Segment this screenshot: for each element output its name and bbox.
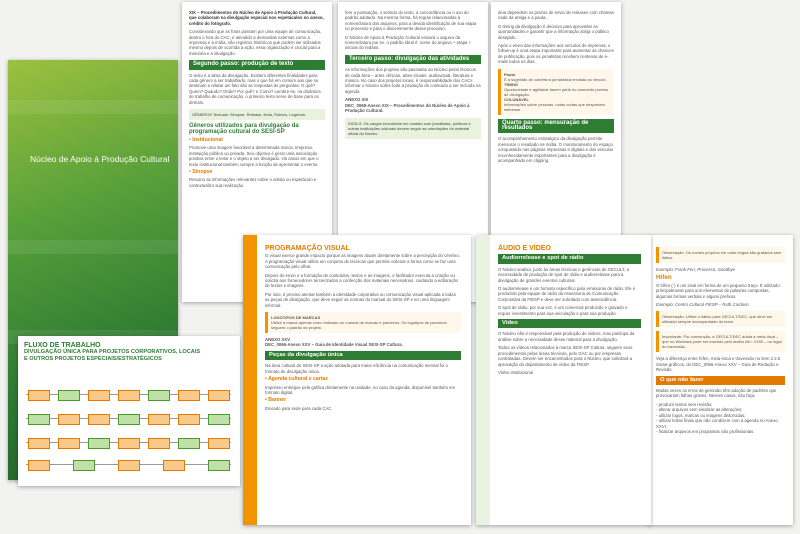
info-box (265, 312, 461, 333)
flow-box (208, 460, 230, 471)
important-box: Importante: Por convenção, a GECULT/DEC adota a meia-risca – que no Windows pode ser inserido pelo atalho Alt + 0150 – no lugar do travessão. (656, 331, 785, 352)
info-box-title: LOGOTIPOS DE MARCAS (271, 315, 321, 321)
cover-stripe (8, 240, 178, 254)
section-header: O que não fazer (656, 376, 785, 385)
flow-box (28, 438, 50, 449)
paragraph: Por isso, é preciso atentar também à identidade corporativa ou comunicação visual aplicada a todas as peças de divulgação, que deve seguir as normas do manual do SESI-SP e ter uma linguagem informal. (265, 291, 456, 308)
paragraph: Veja a diferença entre hífen, meia-risca e travessão no item 2.2.6 Sinais gráficos, do DEC_0066-Anexo XXV – Guia de Redação e Revisão. (656, 356, 781, 373)
flow-box (28, 414, 50, 425)
list-item: - produzir textos sem revisão; (656, 401, 713, 407)
section-header: Peças da divulgação única (265, 351, 461, 360)
flow-box (208, 414, 230, 425)
flow-box (88, 390, 110, 401)
subheading: Gêneros utilizados para divulgação da programação cultural do SESI-SP (189, 123, 299, 135)
flow-box (208, 390, 230, 401)
paragraph: O texto é a alma da divulgação. Existem diferentes finalidades para cada gênero a ser trabalhado, mas o que há em comum aos que se destinam a relatar um fato são as respostas às perguntas: O quê? Quem? Quando? Onde? Por quê? e Como? Lembre-se, na dinâmica de trabalho de comunicação, o primeiro texto serve de base para os demais. (189, 72, 321, 105)
paragraph: Todos os vídeos relacionados à marca SESI-SP Cultura, seguem seus procedimentos pelas áreas técnicas, pelo GAC ou por empresas contratadas. Devem ser encaminhados para o Núcleo, que solicitará a aprovação do departamento de vídeo da FIESP. (498, 345, 633, 367)
paragraph: O hífen (-) é um sinal em forma de um pequeno traço. É utilizado principalmente para unir elementos de palavras compostas, algumas formas verbais e alguns prefixos. (656, 282, 780, 299)
cover-department: Núcleo de Apoio à Produção Cultural (30, 154, 170, 164)
paragraph: Impresso entregue pela gráfica diretamente na unidade, no caso da agenda, disponível também em formato digital. (265, 384, 456, 395)
section-tab (476, 235, 490, 525)
paragraph: fere a pontuação, o sentido do texto, a concordância ou o uso do padrão adotado. Na mesma forma, há regras relacionadas à nomenclatura dos arquivos, para a devida identificação de sua etapa no processo e para o discernimento desse processo. (345, 10, 477, 32)
workflow-subheading-1: DIVULGAÇÃO ÚNICA PARA PROJETOS CORPORATIVOS, LOCAIS (24, 349, 201, 355)
workflow-heading: FLUXO DE TRABALHO (24, 342, 101, 349)
glossary-box (498, 69, 614, 115)
glossary-definition: Oportunidade e agilidade fazem parte do momento preciso de divulgação. (504, 86, 609, 97)
list-item: - alterar arquivos sem sinalizar as alterações; (656, 407, 743, 413)
guide-page-hyphen (648, 235, 793, 525)
bullet-heading: • Sinopse (189, 168, 213, 175)
paragraph: O timing da divulgação é decisivo para aproveitar as oportunidades e garantir que a informação atinja o público desejado. (498, 23, 609, 40)
observation-box: Observação: Os nomes próprios em outra língua são grafados sem itálico. (656, 247, 785, 263)
section-tab (243, 235, 257, 525)
flow-box (148, 438, 170, 449)
workflow-subheading-2: E OUTROS PROJETOS ESPECIAIS/ESTRATÉGICOS (24, 355, 162, 362)
flow-box (178, 414, 200, 425)
subheading: Hífen (656, 274, 672, 282)
flow-box (118, 460, 140, 471)
flow-box (208, 438, 230, 449)
flow-box (58, 390, 80, 401)
list-item: - utilizar letras finais que não condizem com a agenda no Anexo XXVI. (656, 418, 778, 429)
glossary-term: TIMING (504, 81, 518, 87)
flow-box (178, 438, 200, 449)
paragraph: O acompanhamento estratégico da divulgação permite mensurar o resultado na mídia. O monitoramento do espaço conquistado nas páginas impressas e digitais e dos veículos reconhecidamente importantes para a divulgação é acompanhado em clipping. (498, 136, 614, 164)
annex-caption: ANEXO XIX (345, 97, 369, 103)
flow-box (58, 438, 80, 449)
glossary-term: Pauta (504, 71, 515, 77)
flow-box (148, 414, 170, 425)
bullet-heading: • Institucional (189, 136, 223, 143)
flow-box (118, 390, 140, 401)
flow-box (118, 438, 140, 449)
flow-box (73, 460, 95, 471)
paragraph: Na área cultural do SESI-SP a ação adotada para maior eficiência na comunicação mensal foi o formato de divulgação única. (265, 363, 448, 374)
example-caption: Exemplo: Frank Ferr, Processo, Goodbye (656, 267, 736, 272)
flow-box (178, 390, 200, 401)
paragraph: O spot de rádio, por sua vez, é um comercial produzido e gravado e requer investimento para sua veiculação e para sua produção. (498, 305, 628, 316)
photo-caption: XIX – Procedimentos do Núcleo de Apoio à Produção Cultural, que colaboram na divulgação especial nos espetáculos no anexo, crédito do fotógrafo. (189, 10, 324, 26)
paragraph: O Núcleo não é responsável pela produção de vídeos, mas participa da análise sobre a necessidade desse material para a divulgação. (498, 331, 635, 342)
flow-box (28, 390, 50, 401)
info-box: GÊNEROS Textuais: Sinopse, Release, Nota, Roteiro, Legenda. (189, 109, 325, 120)
flow-box (88, 438, 110, 449)
list-item: - utilizar logos, marcas ou imagens distorcidas; (656, 412, 746, 418)
annex-caption-detail: DEC_0068-Anexo XIX – Procedimentos do Núcleo de Apoio à Produção Cultural. (345, 102, 470, 114)
section-header: Terceiro passo: divulgação das atividades (345, 55, 481, 64)
flow-box (88, 414, 110, 425)
flow-box (163, 460, 185, 471)
paragraph: Após o envio das informações aos veículos de imprensa, o follow-up é uma etapa importante para aumentar as chances de publicação, pois os jornalistas recebem centenas de e-mails todos os dias. (498, 43, 614, 65)
cover-stripe (8, 100, 178, 114)
flow-box (28, 460, 50, 471)
workflow-page (18, 336, 240, 486)
paragraph: deia dependem os prazos de envio de releases com chamas nada da antiga e a pauta. (498, 10, 614, 21)
section-header: Vídeo (498, 319, 641, 328)
list-item: - finalizar arquivos em programas não profissionais. (656, 428, 755, 434)
example-caption: Exemplo: Centro Cultural FIESP – Ruth Cardoso (656, 302, 749, 308)
section-header: Segundo passo: produção de texto (189, 60, 325, 69)
paragraph: O audiorrelease é um formato específico para emissoras de rádio. Ele é produzido pela equipe de rádio da Assessoria de Comunicação Corporativa da FIESP e deve ser solicitado com antecedência. (498, 286, 636, 302)
paragraph: Resumo as informações relevantes sobre o artista ou espetáculo e contextualizo sua realização. (189, 177, 317, 188)
bullet-heading: • Banner (265, 397, 287, 404)
section-header: Audiorrelease e spot de rádio (498, 254, 641, 263)
annex-caption-detail: DEC_0066-Anexo XXV – Guia de Identidade Visual SESI-SP Cultura. (265, 342, 403, 348)
guide-page-visual-programming (243, 235, 471, 525)
bullet-heading: • Agenda cultural e cartaz (265, 376, 329, 383)
glossary-definition: Informações sobre pessoas, notas curtas que despertam interesse. (504, 101, 605, 112)
page-heading: ÁUDIO E VÍDEO (498, 245, 551, 252)
flow-box (58, 414, 80, 425)
footer-text: Vídeo Institucional (498, 369, 534, 375)
paragraph: Promove uma imagem favorável a determinada marca, empresa, instituição pública ou privada. Seu objetivo é gerar uma associação positiva entre o leitor e o objeto a ser divulgado. Há casos em que o texto institucional também cumpre a função de apresentar o evento. (189, 145, 319, 167)
paragraph: O Núcleo analisa, junto às áreas técnicas e gerências de GECULT, a necessidade de produção de spot de rádio e audiorrelease para a divulgação de grandes eventos culturais. (498, 266, 630, 283)
paragraph: O Núcleo de Apoio à Produção Cultural enviará o arquivo da nomenclatura por ex. o padrão ideal é: nome do arquivo + etapa + iniciais do redator. (345, 34, 472, 51)
glossary-term: COLUNÁVEL (504, 96, 529, 102)
observation-box: Observação: Utilize o itálico para GECULT/DEC, que deve ser utilizado sempre acompanhado do texto. (656, 311, 785, 327)
guide-page-audio-video (476, 235, 651, 525)
section-header: Quarto passo: mensuração de resultados (498, 119, 614, 134)
glossary-definition: É a sugestão de cobertura jornalística enviada ao veículo. (504, 76, 607, 82)
paragraph: Depois do envio e a formação de conteúdos, textos e as imagens, o facilitador executa a criação ou solicita aos fornecedores terceirizados a confecção dos materiais necessários, cuidando a editoração de textos e imagens. (265, 272, 458, 289)
paragraph: O visual exerce grande impacto porque as imagens atuam diretamente sobre a percepção do cérebro. A programação visual utiliza um conjunto de técnicas que permite ordenar a forma como se faz uma comunicação pelo olhar. (265, 253, 460, 270)
annex-caption: ANEXO XXV (265, 337, 291, 343)
paragraph: Considerando que as fotos passam por uma equipe de comunicação, dentro e fora do CAC, é atendido a demandas externas como a imprensa e a mídia, são registros históricos que podem ser utilizados mesmo depois de ocorrida a ação, essa organização é crucial para a memória e a divulgação. (189, 29, 322, 56)
flow-box (148, 390, 170, 401)
paragraph: Muitas vezes os erros de gerúndio têm adoção de padrões que provocariam falhas graves. Nesses casos, não faça: (656, 388, 777, 399)
paragraph: As informações dos projetos são passadas ao Núcleo pelos técnicos de cada área – artes cênicas, artes visuais, audiovisual, literatura e música. No caso dos projetos locais, é responsabilidade dos CACs informar o Núcleo sobre toda a produção de conteúdo a ser incluída na agenda. (345, 67, 481, 94)
info-box: SIGILO: Os cargos envolvidos em contato com jornalistas, políticos e outras instituições culturais devem seguir as orientações do material oficial do Núcleo. (345, 118, 481, 139)
flow-box (118, 414, 140, 425)
paragraph: Enviado para sede para cada CAC. (265, 405, 333, 411)
info-box-text: Utilize a marca apenas como indicado no manual de marcas e parceiros. Os logotipos de parceiros seguem o padrão do projeto. (271, 320, 447, 331)
page-heading: PROGRAMAÇÃO VISUAL (265, 245, 350, 252)
